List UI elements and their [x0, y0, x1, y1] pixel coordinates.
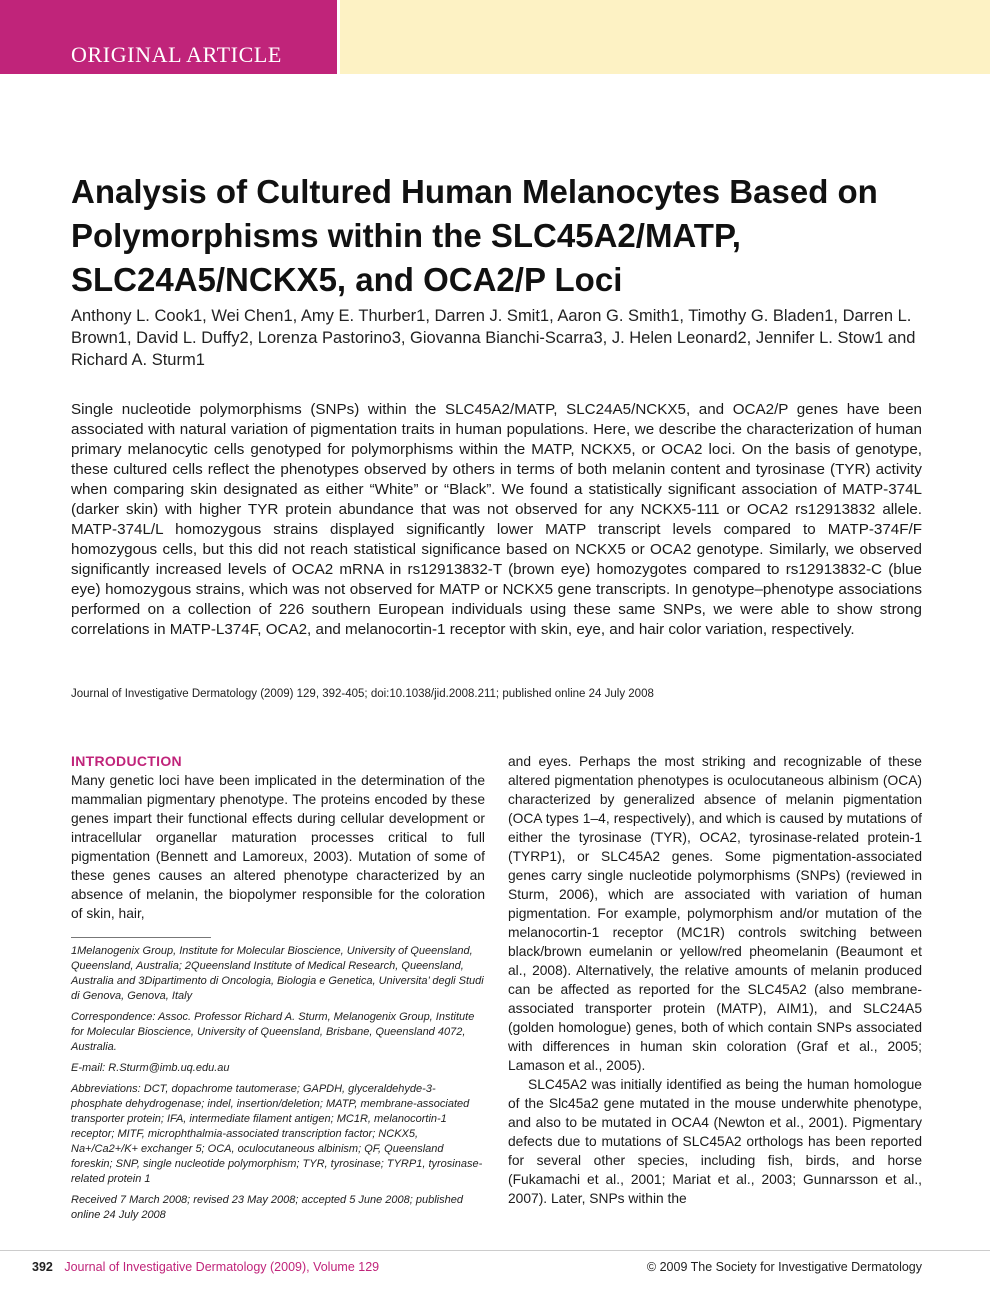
article-type-label: ORIGINAL ARTICLE: [71, 42, 282, 67]
author-list: Anthony L. Cook1, Wei Chen1, Amy E. Thurber1, Darren J. Smit1, Aaron G. Smith1, Timothy G. Bladen1, Darren L. Brown1, David L. Duffy2, Lorenza Pastorino3, Giovanna Bianchi-Scarra3, J. Helen Leonard2, Jennifer L. Stow1 and Richard A. Sturm1: [71, 307, 916, 369]
footer-left: [32, 1260, 379, 1274]
right-column: [508, 752, 922, 1208]
introduction-heading: INTRODUCTION: [71, 753, 182, 769]
email-footnote: E-mail: R.Sturm@imb.uq.edu.au: [71, 1062, 230, 1074]
citation-line: Journal of Investigative Dermatology (2009) 129, 392-405; doi:10.1038/jid.2008.211; published online 24 July 2008: [71, 688, 654, 700]
footnote-divider: [71, 937, 211, 938]
dates-footnote: Received 7 March 2008; revised 23 May 2008; accepted 5 June 2008; published online 24 July 2008: [71, 1194, 463, 1221]
intro-paragraph-right-2: SLC45A2 was initially identified as being the human homologue of the Slc45a2 gene mutated in the mouse underwhite phenotype, and also to be mutated in OCA4 (Newton et al., 2001). Pigmentary defects due to mutations of SLC45A2 orthologs has been reported for several other species, including fish, birds, and horse (Fukamachi et al., 2001; Mariat et al., 2003; Gunnarsson et al., 2007). Later, SNPs within the: [508, 1077, 922, 1206]
journal-reference: Journal of Investigative Dermatology (2009), Volume 129: [64, 1260, 380, 1274]
article-title: Analysis of Cultured Human Melanocytes Based on Polymorphisms within the SLC45A2/MATP, SLC24A5/NCKX5, and OCA2/P Loci: [71, 173, 878, 298]
intro-paragraph-right-1: and eyes. Perhaps the most striking and recognizable of these altered pigmentation phenotypes is oculocutaneous albinism (OCA) characterized by generalized absence of melanin pigmentation (OCA types 1–4, respectively), and which is caused by mutations of either the tyrosinase (TYR), OCA2, tyrosinase-related protein-1 (TYRP1), or SLC45A2 genes. Some pigmentation-associated genes carry single nucleotide polymorphisms (SNPs) (reviewed in Sturm, 2006), which are associated with variation of human pigmentation. For example, polymorphism and/or mutation of the melanocortin-1 receptor (MC1R) controls switching between black/brown eumelanin or yellow/red pheomelanin (Beaumont et al., 2008). Alternatively, the relative amounts of melanin produced can be affected as reported for the SLC45A2 (also membrane-associated transporter protein (MATP), AIM1), and SLC24A5 (golden homologue) genes, both of which contain SNPs associated with differences in human skin coloration (Graf et al., 2005; Lamason et al., 2005).: [508, 754, 922, 1073]
abstract: Single nucleotide polymorphisms (SNPs) within the SLC45A2/MATP, SLC24A5/NCKX5, and OCA2/P genes have been associated with natural variation of pigmentation traits in human populations. Here, we describe the characterization of human primary melanocytic cells genotyped for polymorphisms within the MATP, NCKX5, or OCA2 loci. On the basis of genotype, these cultured cells reflect the phenotypes observed by others in terms of both melanin content and tyrosinase (TYR) activity when comparing skin designated as either “White” or “Black”. We found a statistically significant association of MATP-374L (darker skin) with higher TYR protein abundance that was not observed for any NCKX5-111 or OCA2 rs12913832 allele. MATP-374L/L homozygous strains displayed significantly lower MATP transcript levels compared to MATP-374F/F homozygous cells, but this did not reach statistical significance based on NCKX5 or OCA2 genotype. Similarly, we observed significantly increased levels of OCA2 mRNA in rs12913832-T (brown eye) homozygotes compared to rs12913832-C (blue eye) homozygous strains, which was not observed for MATP or NCKX5 gene transcripts. In genotype–phenotype associations performed on a collection of 226 southern European individuals using these same SNPs, we were able to show strong correlations in MATP-L374F, OCA2, and melanocortin-1 receptor with skin, eye, and hair color variation, respectively.: [71, 401, 922, 638]
abbreviations-footnote: Abbreviations: DCT, dopachrome tautomerase; GAPDH, glyceraldehyde-3-phosphate dehydrogenase; indel, insertion/deletion; MATP, membrane-associated transporter protein; IFA, intermediate filament antigen; MC1R, melanocortin-1 receptor; MITF, microphthalmia-associated transcription factor; NCKX5, Na+/Ca2+/K+ exchanger 5; OCA, oculocutaneous albinism; QF, Queensland foreskin; SNP, single nucleotide polymorphism; TYR, tyrosinase; TYRP1, tyrosinase-related protein 1: [71, 1083, 483, 1185]
correspondence-footnote: Correspondence: Assoc. Professor Richard A. Sturm, Melanogenix Group, Institute for Molecular Bioscience, University of Queensland, Brisbane, Queensland 4072, Australia.: [71, 1011, 475, 1053]
page-number: 392: [32, 1260, 53, 1274]
left-column: [71, 752, 485, 1229]
footer-divider: [0, 1250, 990, 1251]
affiliations-footnote: 1Melanogenix Group, Institute for Molecular Bioscience, University of Queensland, Queensland, Australia; 2Queensland Institute of Medical Research, Queensland, Australia and 3Dipartimento di Oncologia, Biologia e Genetica, Universita’ degli Studi di Genova, Genova, Italy: [71, 945, 484, 1002]
header-yellow-bar: [340, 0, 990, 74]
copyright-notice: © 2009 The Society for Investigative Dermatology: [646, 1260, 922, 1274]
intro-paragraph-left: Many genetic loci have been implicated in the determination of the mammalian pigmentary phenotype. The proteins encoded by these genes impart their functional effects during cellular development or intracellular organellar maturation processes critical to full pigmentation (Bennett and Lamoreux, 2003). Mutation of some of these genes causes an altered phenotype characterized by an absence of melanin, the biopolymer responsible for the coloration of skin, hair,: [71, 773, 485, 921]
